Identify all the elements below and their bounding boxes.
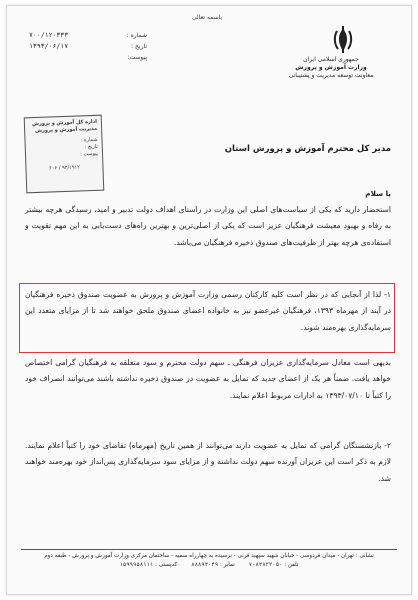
meta-number-row: [29, 30, 147, 41]
footer-phone: [249, 561, 299, 570]
paragraph-note: [25, 355, 391, 404]
stamp-line: مدیریت آموزش و پرورش: [34, 125, 98, 134]
footer-fax-label: نمابر :: [219, 562, 235, 568]
stamp-line: پیوست :: [80, 150, 99, 158]
footer-fax-value: ۸۸۸۹۴۰۴۹: [191, 562, 219, 568]
footer-postcode: [120, 561, 178, 570]
footer: [21, 552, 397, 570]
stamp-line: اداره کل آموزش و پرورش: [31, 118, 98, 128]
letter-page: [6, 5, 412, 595]
stamp-line: تاریخ :: [84, 143, 98, 151]
paragraph-intro: [25, 202, 391, 251]
paragraph-item-2-text: ۲- بازنشستگان گرامی که تمایل به عضویت دارند می‌توانند از همین تاریخ (مهرماه) تقاضای خود را کتباً اعلام نمایند. لازم به ذکر است این عزیزان آورنده سهم دولت نداشته و از مزایای سود سرمایه‌گذاری پس‌انداز خود بهره‌مند خواهند شد.: [25, 441, 391, 483]
footer-divider: [21, 549, 397, 550]
org-line-ministry: وزارت آموزش و پرورش: [295, 64, 367, 71]
footer-address: نشانی : تهران - میدان فردوسی - خیابان شهید سپهبد قرنی - نرسیده به چهارراه سمیه - ساختمان مرکزی وزارت آموزش و پرورش - طبقه دوم: [44, 553, 374, 559]
paragraph-intro-text: استحضار دارید که یکی از سیاست‌های اصلی این وزارت در راستای اهداف دولت تدبیر و امید، رسیدگی هرچه بیشتر به رفاه و بهبود معیشت فرهنگیان عزیز است که یکی از اصلی‌ترین و بهترین راه‌های دست‌یابی به این مهم تقویت و استفاده‌ی هرچه بهتر از ظرفیت‌های صندوق ذخیره فرهنگیان می‌باشد.: [25, 205, 391, 247]
paragraph-item-1: [25, 287, 391, 336]
meta-date-row: [29, 41, 147, 52]
meta-attachment-label: پیوست:: [127, 54, 147, 61]
meta-date-label: تاریخ :: [131, 43, 147, 50]
org-line-deputy: معاونت توسعه مدیریت و پشتیبانی: [288, 72, 374, 79]
recipient-title: مدیر کل محترم آموزش و پرورش استان: [224, 144, 391, 154]
meta-number-label: شماره :: [126, 32, 147, 39]
footer-phone-label: تلفن :: [284, 562, 299, 568]
stamp-number: ۶۰۶ / ۹۳/۱۹۱۲: [49, 164, 80, 172]
basmala: باسمه تعالی: [191, 14, 223, 21]
meta-number-value: ۷۰۰/۱۲۰۳۳۳: [29, 31, 69, 39]
paragraph-item-2: [25, 438, 391, 487]
organization-block: [271, 56, 391, 80]
letter-meta: [29, 30, 147, 63]
meta-date-value: ۱۳۹۳/۰۶/۱۷: [29, 42, 69, 50]
footer-postcode-value: ۱۵۹۹۹۵۸۱۱۱: [119, 562, 154, 568]
stamp-line: شماره :: [80, 136, 98, 144]
meta-attachment-row: [29, 52, 147, 63]
footer-postcode-label: کدپستی :: [155, 562, 178, 568]
greeting: با سلام: [365, 189, 391, 198]
footer-fax: [191, 561, 235, 570]
org-line-country: جمهوری اسلامی ایران: [303, 56, 359, 63]
footer-contacts: [21, 561, 397, 570]
received-stamp: [24, 115, 105, 194]
iran-emblem-icon: [331, 26, 355, 54]
paragraph-item-1-text: ۱- لذا از آنجایی که در نظر است کلیه کارکنان رسمی وزارت آموزش و پرورش به عضویت صندوق ذخیره فرهنگیان در آیند از مهرماه ۱۳۹۳، فرهنگیان غیرعضو نیز به خانواده اعضای صندوق ملحق خواهند شد تا از مزایای متعدد این سرمایه‌گذاری بهره‌مند شوند.: [25, 290, 391, 332]
paragraph-note-text: بدیهی است معادل سرمایه‌گذاری عزیزان فرهنگی ـ سهم دولت محترم و سود متعلقه به فرهنگیان گرامی اختصاص خواهد یافت. ضمناً هر یک از اعضای جدید که تمایل به عضویت در صندوق ذخیره نداشته باشند می‌توانند انصراف خود را کتباً تا ۱۳۹۳/۰۷/۱۰ به ادارات مربوط اعلام نمایند.: [25, 358, 391, 400]
footer-phone-value: ۸۲۸۳۳۰۵۰-۷: [248, 562, 283, 568]
